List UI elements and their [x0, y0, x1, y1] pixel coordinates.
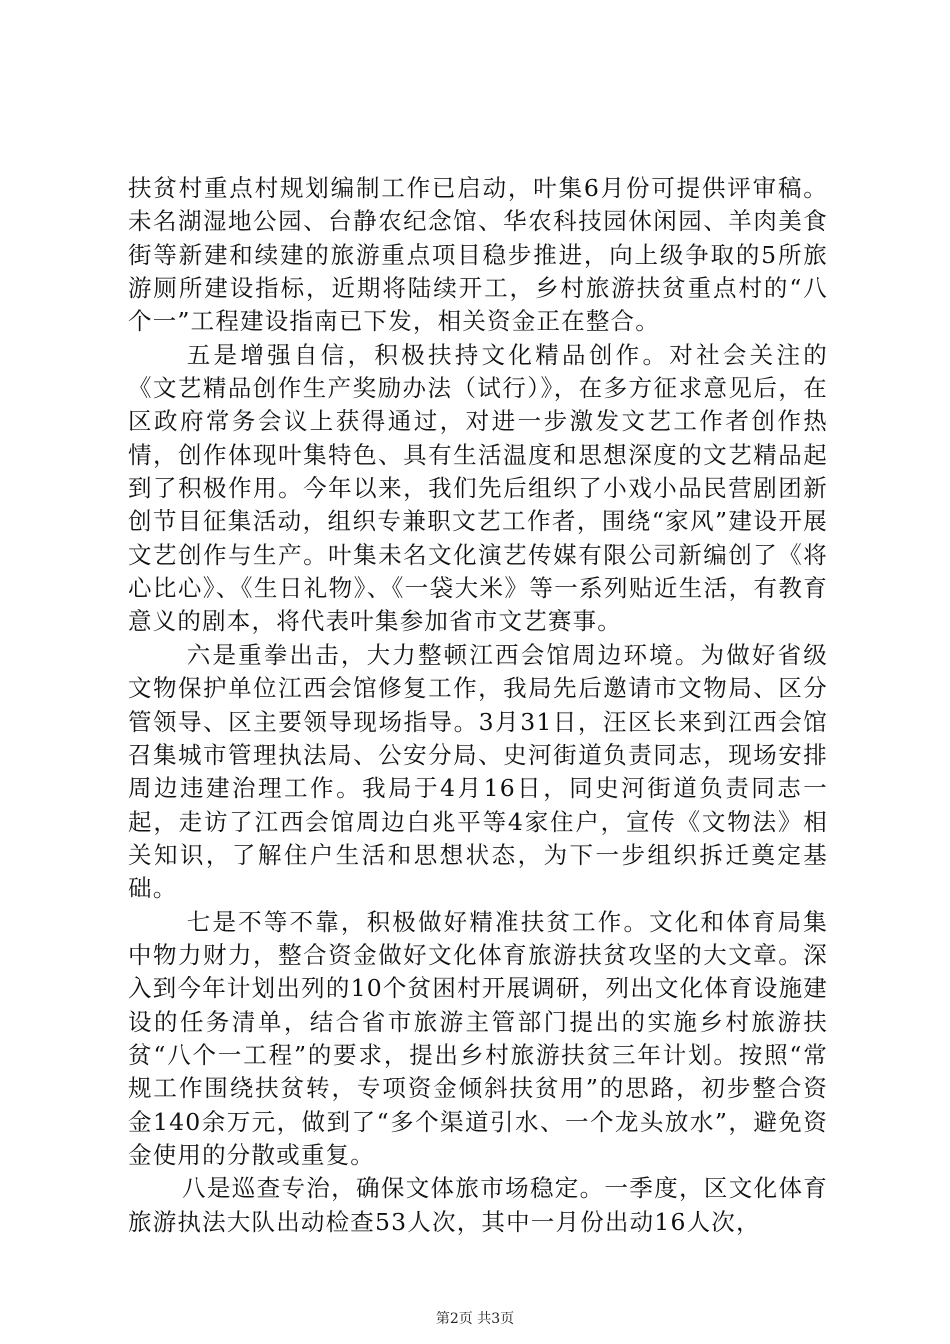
paragraph-item-7: 七是不等不靠，积极做好精准扶贫工作。文化和体育局集中物力财力，整合资金做好文化体育旅游扶贫攻坚的大文章。深入到今年计划出列的10个贫困村开展调研，列出文化体育设施建设的任务清单，结合省市旅游主管部门提出的实施乡村旅游扶贫“八个一工程”的要求，提出乡村旅游扶贫三年计划。按照“常规工作围绕扶贫转，专项资金倾斜扶贫用”的思路，初步整合资金140余万元，做到了“多个渠道引水、一个龙头放水”，避免资金使用的分散或重复。	[128, 907, 828, 1169]
document-body	[128, 172, 828, 1239]
paragraph-item-8: 八是巡查专治，确保文体旅市场稳定。一季度，区文化体育旅游执法大队出动检查53人次，其中一月份出动16人次，	[128, 1174, 828, 1236]
paragraph-item-6: 六是重拳出击，大力整顿江西会馆周边环境。为做好省级文物保护单位江西会馆修复工作，我局先后邀请市文物局、区分管领导、区主要领导现场指导。3月31日，汪区长来到江西会馆召集城市管理执法局、公安分局、史河街道负责同志，现场安排周边违建治理工作。我局于4月16日，同史河街道负责同志一起，走访了江西会馆周边白兆平等4家住户，宣传《文物法》相关知识，了解住户生活和思想状态，为下一步组织拆迁奠定基础。	[128, 640, 828, 903]
paragraph-continuation: 扶贫村重点村规划编制工作已启动，叶集6月份可提供评审稿。未名湖湿地公园、台静农纪念馆、华农科技园休闲园、羊肉美食街等新建和续建的旅游重点项目稳步推进，向上级争取的5所旅游厕所建设指标，近期将陆续开工，乡村旅游扶贫重点村的“八个一”工程建设指南已下发，相关资金正在整合。	[128, 174, 828, 336]
paragraph-item-5: 五是增强自信，积极扶持文化精品创作。对社会关注的《文艺精品创作生产奖励办法（试行）》，在多方征求意见后，在区政府常务会议上获得通过，对进一步激发文艺工作者创作热情，创作体现叶集特色、具有生活温度和思想深度的文艺精品起到了积极作用。今年以来，我们先后组织了小戏小品民营剧团新创节目征集活动，组织专兼职文艺工作者，围绕“家风”建设开展文艺创作与生产。叶集未名文化演艺传媒有限公司新编创了《将心比心》、《生日礼物》、《一袋大米》等一系列贴近生活，有教育意义的剧本，将代表叶集参加省市文艺赛事。	[128, 340, 828, 636]
page-footer: 第2页 共3页	[435, 1311, 515, 1327]
